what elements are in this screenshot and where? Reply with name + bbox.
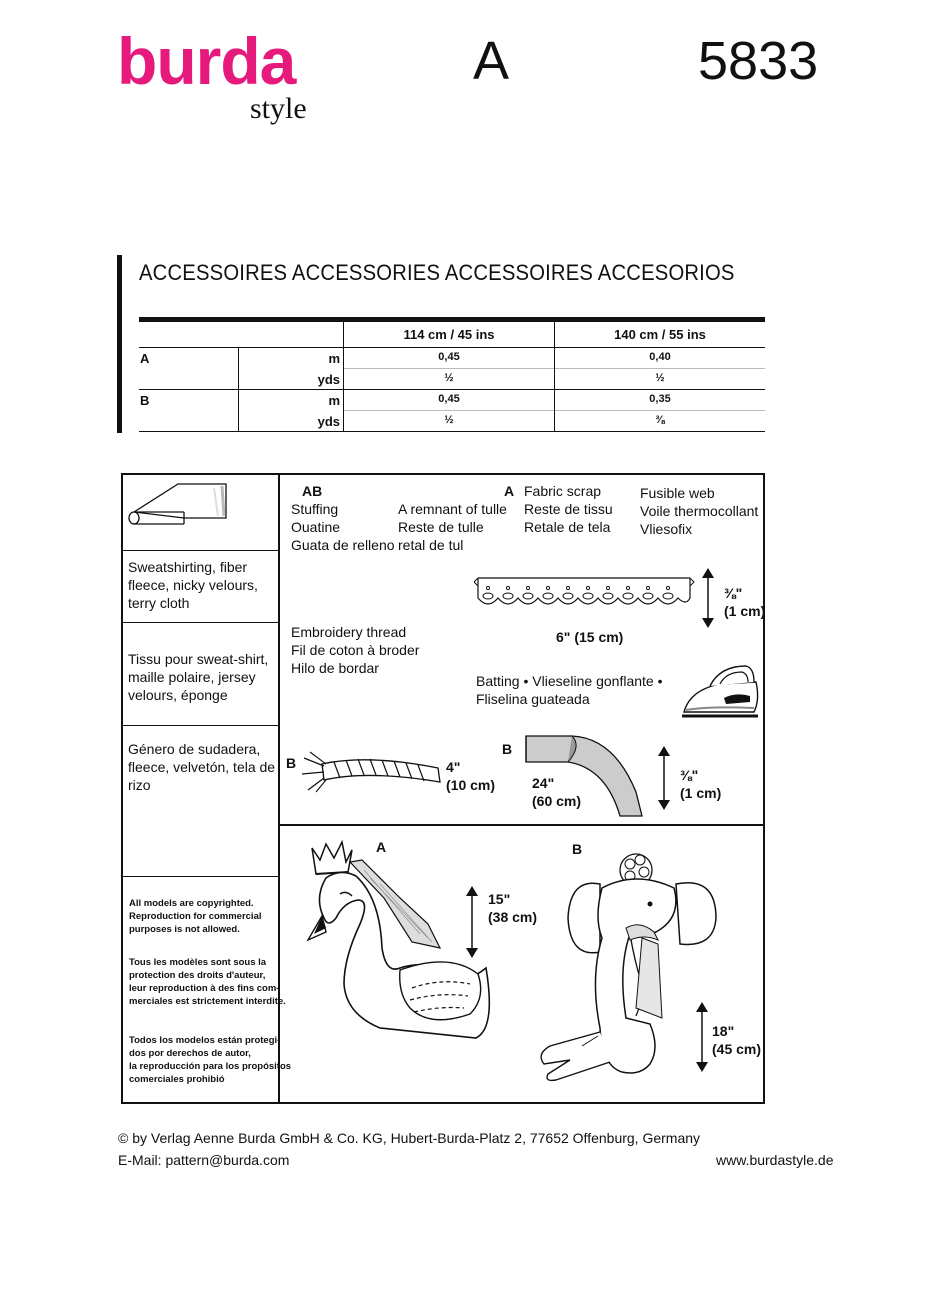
width-header: 140 cm / 55 ins	[614, 327, 706, 342]
fabric-roll-icon	[128, 478, 232, 528]
model-b-label: B	[572, 841, 583, 857]
box-divider-horizontal	[278, 824, 765, 826]
text-line: 15"	[488, 891, 511, 907]
fabric-text-fr	[128, 650, 268, 704]
view-letter: A	[473, 31, 510, 91]
text-line: ⅜"	[680, 767, 699, 783]
ribbon-length-label	[532, 774, 581, 810]
lace-length-label: 6" (15 cm)	[556, 629, 624, 645]
table-rule	[139, 389, 765, 390]
unit-label: m	[328, 351, 340, 366]
text-line: Fabric scrap	[524, 483, 602, 499]
text-line: Tissu pour sweat-shirt,	[128, 651, 269, 667]
burda-logo-word: burda	[117, 24, 296, 98]
text-line: (38 cm)	[488, 909, 538, 925]
text-line: Voile thermocollant	[640, 503, 759, 519]
model-a-label: A	[376, 839, 387, 855]
text-line: Fil de coton à broder	[291, 642, 420, 658]
accessories-bar	[117, 255, 122, 433]
amount-cell: ½	[444, 414, 454, 426]
text-line: Stuffing	[291, 501, 339, 517]
text-line: Género de sudadera,	[128, 741, 261, 757]
fabric-scrap-text	[524, 482, 613, 536]
text-line: rizo	[128, 777, 151, 793]
text-line: protection des droits d'auteur,	[129, 970, 266, 981]
text-line: All models are copyrighted.	[129, 898, 254, 909]
text-line: (60 cm)	[532, 793, 582, 809]
text-line: Hilo de bordar	[291, 660, 379, 676]
fabric-separator	[121, 550, 278, 551]
text-line: la reproducción para los propósitos	[129, 1061, 292, 1072]
cord-icon	[298, 744, 446, 794]
width-header: 114 cm / 45 ins	[403, 327, 495, 342]
fabric-text-es	[128, 740, 275, 794]
text-line: 4"	[446, 759, 461, 775]
publisher-line: © by Verlag Aenne Burda GmbH & Co. KG, Hubert-Burda-Platz 2, 77652 Offenburg, Germany	[118, 1130, 701, 1146]
text-line: Batting • Vlieseline gonflante •	[476, 673, 663, 689]
text-line: (1 cm)	[680, 785, 722, 801]
unit-label: yds	[317, 372, 340, 387]
views-label-a: A	[504, 483, 515, 499]
text-line: Reste de tissu	[524, 501, 613, 517]
table-vline	[238, 347, 239, 431]
amount-cell: ⅜	[655, 414, 665, 426]
website-link[interactable]: www.burdastyle.de	[716, 1152, 834, 1168]
amount-cell: 0,40	[649, 351, 671, 363]
text-line: Retale de tela	[524, 519, 611, 535]
amount-cell: ½	[444, 372, 454, 384]
height-arrow-icon	[656, 744, 672, 812]
lace-trim-icon	[474, 574, 700, 616]
text-line: dos por derechos de autor,	[129, 1048, 251, 1059]
row-view-label: A	[140, 351, 150, 366]
email-line[interactable]: E-Mail: pattern@burda.com	[118, 1152, 290, 1168]
text-line: comerciales prohibió	[129, 1074, 225, 1085]
fusible-web-text	[640, 484, 758, 538]
copyright-en	[129, 897, 262, 936]
text-line: Fusible web	[640, 485, 715, 501]
ribbon-height-label	[680, 766, 721, 802]
ribbon-view-label: B	[502, 741, 513, 757]
fabric-text-en	[128, 558, 258, 612]
text-line: (10 cm)	[446, 777, 496, 793]
fabric-separator	[121, 725, 278, 726]
stuffing-text	[291, 500, 395, 554]
pattern-number: 5833	[698, 31, 819, 91]
text-line: Reste de tulle	[398, 519, 484, 535]
amount-cell: 0,35	[649, 393, 671, 405]
fabric-separator	[121, 876, 278, 877]
amount-cell: ½	[655, 372, 665, 384]
text-line: (1 cm)	[724, 603, 766, 619]
text-line: A remnant of tulle	[398, 501, 507, 517]
embroidery-thread-text	[291, 623, 419, 677]
text-line: Tous les modèles sont sous la	[129, 957, 267, 968]
height-arrow-icon	[464, 884, 480, 960]
copyright-fr	[129, 956, 286, 1008]
unit-label: m	[328, 393, 340, 408]
text-line: Sweatshirting, fiber	[128, 559, 248, 575]
text-line: 24"	[532, 775, 555, 791]
text-line: retal de tul	[398, 537, 464, 553]
cord-length-label	[446, 758, 495, 794]
text-line: merciales est strictement interdite.	[129, 996, 286, 1007]
batting-text	[476, 672, 662, 708]
table-rule	[139, 431, 765, 432]
model-b-height	[712, 1022, 761, 1058]
height-arrow-icon	[700, 566, 716, 630]
views-label-ab: AB	[302, 483, 323, 499]
text-line: Todos los modelos están protegi-	[129, 1035, 281, 1046]
text-line: fleece, nicky velours,	[128, 577, 258, 593]
iron-icon	[680, 660, 762, 720]
text-line: terry cloth	[128, 595, 190, 611]
text-line: maille polaire, jersey	[128, 669, 256, 685]
text-line: Fliselina guateada	[476, 691, 590, 707]
text-line: purposes is not allowed.	[129, 924, 240, 935]
text-line: Ouatine	[291, 519, 341, 535]
box-divider-vertical	[278, 473, 280, 1104]
table-top-rule	[139, 317, 765, 322]
text-line: Embroidery thread	[291, 624, 407, 640]
text-line: leur reproduction à des fins com-	[129, 983, 280, 994]
burda-logo-style: style	[250, 92, 307, 125]
tulle-text	[398, 500, 507, 554]
text-line: 18"	[712, 1023, 735, 1039]
lace-height-label	[724, 584, 765, 620]
amount-cell: 0,45	[438, 351, 460, 363]
row-view-label: B	[140, 393, 150, 408]
swan-model-illustration	[300, 838, 496, 1100]
text-line: Vliesofix	[640, 521, 693, 537]
text-line: Guata de relleno	[291, 537, 395, 553]
copyright-es	[129, 1034, 291, 1086]
text-line: Reproduction for commercial	[129, 911, 262, 922]
text-line: ⅜"	[724, 585, 743, 601]
amount-cell: 0,45	[438, 393, 460, 405]
text-line: (45 cm)	[712, 1041, 762, 1057]
table-rule	[139, 347, 765, 348]
fabric-separator	[121, 622, 278, 623]
cord-view-label: B	[286, 755, 297, 771]
height-arrow-icon	[694, 1000, 710, 1074]
accessories-title: ACCESSOIRES ACCESSORIES ACCESSOIRES ACCESORIOS	[139, 260, 735, 285]
unit-label: yds	[317, 414, 340, 429]
text-line: fleece, velvetón, tela de	[128, 759, 276, 775]
text-line: velours, éponge	[128, 687, 228, 703]
